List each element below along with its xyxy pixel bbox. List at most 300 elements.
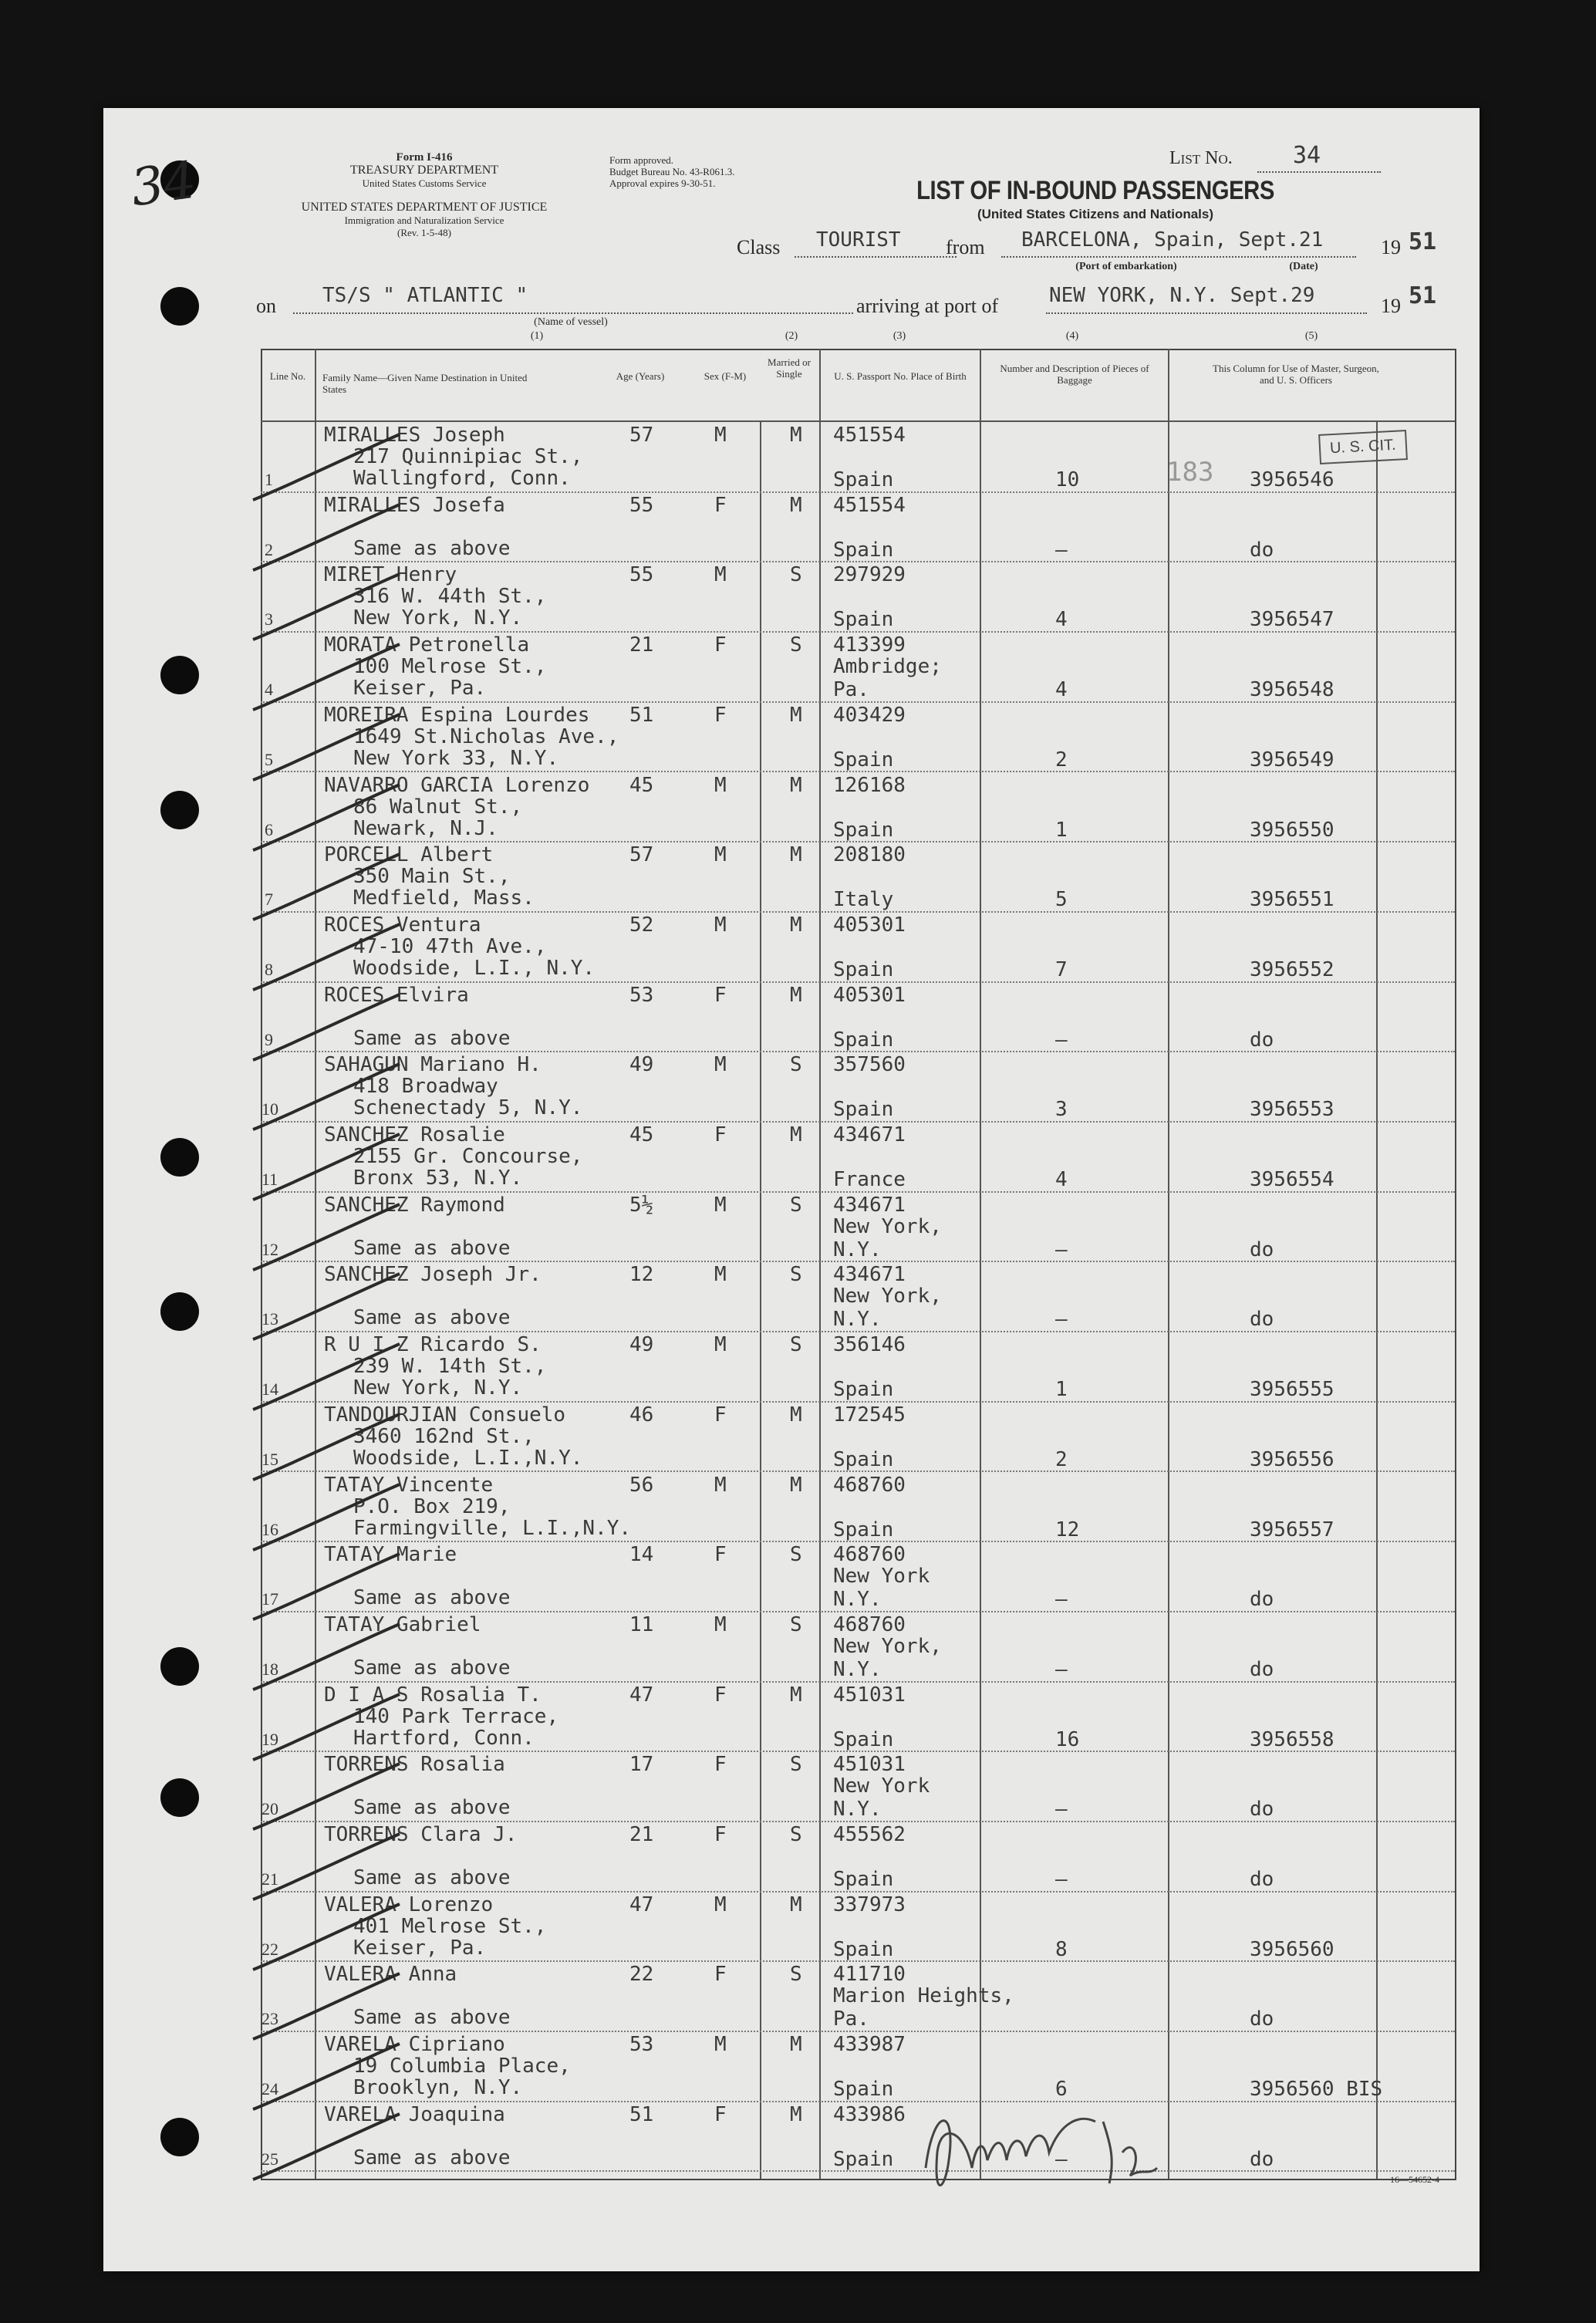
address-line-2: Same as above: [353, 2006, 511, 2030]
baggage-count: 16: [1055, 1727, 1080, 1751]
birthplace: Spain: [833, 2078, 894, 2102]
marital-status: S: [790, 1753, 802, 1777]
binder-hole: [160, 1778, 199, 1817]
birthplace: Spain: [833, 1727, 894, 1751]
birthplace: Italy: [833, 888, 894, 912]
baggage-count: –: [1055, 1798, 1068, 1822]
passport-number: 405301: [833, 983, 906, 1007]
table-row: [261, 1612, 1455, 1683]
col-header-age: Age (Years): [616, 370, 665, 382]
passport-number: 455562: [833, 1823, 906, 1846]
passport-number: 405301: [833, 913, 906, 937]
sex: F: [714, 1543, 727, 1567]
passenger-name: MIRET Henry: [324, 563, 457, 587]
baggage-count: 12: [1055, 1518, 1080, 1541]
line-number: 17: [262, 1589, 278, 1609]
passport-number: 468760: [833, 1473, 906, 1497]
col-header-married: Married or Single: [768, 356, 811, 380]
passenger-name: TATAY Marie: [324, 1543, 457, 1567]
address-line-2: Schenectady 5, N.Y.: [353, 1096, 583, 1120]
baggage-count: –: [1055, 1237, 1068, 1261]
sex: F: [714, 983, 727, 1007]
marital-status: M: [790, 703, 802, 727]
line-number: 23: [262, 2009, 278, 2029]
table-row: [261, 1822, 1455, 1893]
sex: F: [714, 633, 727, 657]
baggage-count: 4: [1055, 678, 1068, 702]
officer-number: 3956554: [1250, 1168, 1334, 1191]
baggage-count: –: [1055, 2147, 1068, 2171]
birthplace: Spain: [833, 957, 894, 981]
marital-status: M: [790, 913, 802, 937]
passenger-name: TATAY Gabriel: [324, 1612, 481, 1636]
column-number-3: (3): [892, 330, 906, 342]
marital-status: S: [790, 1823, 802, 1846]
address-line-2: Same as above: [353, 1026, 511, 1050]
birthplace: Spain: [833, 468, 894, 491]
age: 49: [629, 1053, 654, 1077]
table-row: [261, 1332, 1455, 1403]
sex: M: [714, 1053, 727, 1077]
vessel-caption: (Name of vessel): [534, 316, 608, 328]
marital-status: M: [790, 2102, 802, 2126]
birthplace: Spain: [833, 608, 894, 632]
passenger-name: MIRALLES Josefa: [324, 493, 505, 517]
line-number: 18: [262, 1659, 278, 1679]
table-row: [261, 1052, 1455, 1123]
line-number: 4: [265, 680, 273, 700]
baggage-count: 1: [1055, 818, 1068, 842]
passenger-name: ROCES Elvira: [324, 983, 469, 1007]
marital-status: S: [790, 1543, 802, 1567]
arrival-value: NEW YORK, N.Y. Sept.29: [1049, 284, 1315, 307]
line-number: 22: [262, 1939, 278, 1959]
birthplace: N.Y.: [833, 1798, 882, 1822]
column-number-1: (1): [530, 330, 544, 342]
check-mark: [245, 2110, 415, 2195]
binder-hole: [160, 1292, 199, 1331]
passenger-name: VALERA Anna: [324, 1963, 457, 1987]
arrival-line: [1046, 312, 1367, 314]
officer-number: do: [1250, 1588, 1274, 1612]
officer-number: do: [1250, 2007, 1274, 2031]
birthplace: France: [833, 1168, 906, 1191]
address-line-2: Newark, N.J.: [353, 816, 498, 840]
sex: F: [714, 1403, 727, 1427]
birthplace: Spain: [833, 1028, 894, 1052]
birthplace-line-1: New York: [833, 1565, 930, 1589]
list-no-line: [1257, 171, 1381, 173]
age: 57: [629, 843, 654, 867]
birthplace-line-1: New York,: [833, 1285, 942, 1308]
birthplace: Spain: [833, 1518, 894, 1541]
officer-number: do: [1250, 2147, 1274, 2171]
date-caption: (Date): [1289, 261, 1318, 272]
officer-number: 3956558: [1250, 1727, 1334, 1751]
address-line-1: 217 Quinnipiac St.,: [353, 445, 583, 468]
address-line-2: Same as above: [353, 1656, 511, 1680]
passenger-name: TORRENS Clara J.: [324, 1823, 518, 1846]
address-line-2: New York 33, N.Y.: [353, 746, 559, 770]
passport-number: 403429: [833, 703, 906, 727]
birthplace: Pa.: [833, 2007, 869, 2031]
document-title: LIST OF IN-BOUND PASSENGERS: [916, 176, 1274, 205]
from-year: 51: [1409, 228, 1437, 255]
age: 47: [629, 1683, 654, 1707]
marital-status: M: [790, 2033, 802, 2057]
birthplace: N.Y.: [833, 1237, 882, 1261]
ins-service: Immigration and Naturalization Service: [344, 214, 504, 226]
birthplace: Spain: [833, 2147, 894, 2171]
table-row: [261, 842, 1455, 913]
marital-status: S: [790, 633, 802, 657]
arrival-year-prefix: 19: [1381, 295, 1401, 317]
table-row: [261, 703, 1455, 773]
baggage-count: 2: [1055, 748, 1068, 772]
table-row: [261, 1683, 1455, 1753]
officer-number: 3956549: [1250, 748, 1334, 772]
address-line-1: 100 Melrose St.,: [353, 655, 547, 679]
officer-number: 3956550: [1250, 818, 1334, 842]
address-line-2: Same as above: [353, 2146, 511, 2169]
passenger-name: TORRENS Rosalia: [324, 1753, 505, 1777]
officer-number: 3956556: [1250, 1447, 1334, 1471]
baggage-count: –: [1055, 1028, 1068, 1052]
line-number: 16: [262, 1519, 278, 1539]
vessel-line: [293, 312, 853, 314]
age: 51: [629, 2102, 654, 2126]
marital-status: S: [790, 1333, 802, 1357]
us-citizen-stamp: U. S. CIT.: [1318, 430, 1407, 464]
age: 21: [629, 1823, 654, 1846]
stamp-number: 183: [1166, 457, 1214, 488]
age: 45: [629, 1123, 654, 1146]
sex: M: [714, 843, 727, 867]
passenger-name: VARELA Joaquina: [324, 2102, 505, 2126]
line-number: 21: [262, 1869, 278, 1889]
officer-number: 3956552: [1250, 957, 1334, 981]
age: 55: [629, 563, 654, 587]
official-signature: [910, 2075, 1173, 2214]
sex: M: [714, 1193, 727, 1217]
address-line-2: Same as above: [353, 1306, 511, 1330]
arrival-year: 51: [1409, 282, 1437, 309]
binder-hole: [160, 791, 199, 829]
sex: F: [714, 493, 727, 517]
line-number: 6: [265, 819, 273, 839]
line-number: 25: [262, 2149, 278, 2169]
marital-status: S: [790, 1963, 802, 1987]
birthplace: Pa.: [833, 678, 869, 702]
line-number: 5: [265, 749, 273, 769]
passport-number: 434671: [833, 1263, 906, 1287]
line-number: 1: [265, 470, 273, 489]
table-row: [261, 493, 1455, 563]
baggage-count: 5: [1055, 888, 1068, 912]
sex: M: [714, 563, 727, 587]
row-rule: [261, 2170, 1455, 2172]
form-number: Form I-416: [396, 151, 453, 164]
address-line-1: 1649 St.Nicholas Ave.,: [353, 724, 619, 748]
passenger-name: VALERA Lorenzo: [324, 1893, 494, 1916]
address-line-2: Same as above: [353, 1796, 511, 1820]
passport-number: 451031: [833, 1683, 906, 1707]
address-line-2: Woodside, L.I.,N.Y.: [353, 1446, 583, 1470]
baggage-count: 3: [1055, 1098, 1068, 1122]
marital-status: M: [790, 773, 802, 797]
passport-number: 433986: [833, 2102, 906, 2126]
address-line-1: 86 Walnut St.,: [353, 795, 523, 819]
line-number: 9: [265, 1029, 273, 1049]
birthplace: Spain: [833, 1447, 894, 1471]
sex: F: [714, 2102, 727, 2126]
address-line-2: New York, N.Y.: [353, 606, 523, 630]
passport-number: 172545: [833, 1403, 906, 1427]
birthplace-line-1: New York,: [833, 1214, 942, 1238]
address-line-2: Wallingford, Conn.: [353, 467, 571, 490]
column-number-2: (2): [785, 330, 798, 342]
sex: M: [714, 1612, 727, 1636]
address-line-1: 19 Columbia Place,: [353, 2055, 571, 2078]
passport-number: 413399: [833, 633, 906, 657]
sex: M: [714, 424, 727, 447]
address-line-2: Keiser, Pa.: [353, 1936, 487, 1960]
table-row: [261, 913, 1455, 983]
line-number: 10: [262, 1099, 278, 1119]
marital-status: S: [790, 1193, 802, 1217]
marital-status: M: [790, 493, 802, 517]
baggage-count: 2: [1055, 1447, 1068, 1471]
line-number: 20: [262, 1799, 278, 1819]
passport-number: 451031: [833, 1753, 906, 1777]
birthplace-line-1: Marion Heights,: [833, 1984, 1014, 2008]
table-row: [261, 1542, 1455, 1612]
from-label: from: [946, 236, 985, 258]
passport-number: 433987: [833, 2033, 906, 2057]
passenger-name: SANCHEZ Joseph Jr.: [324, 1263, 542, 1287]
officer-number: do: [1250, 1868, 1274, 1891]
age: 14: [629, 1543, 654, 1567]
officer-number: 3956547: [1250, 608, 1334, 632]
list-no-label: List No.: [1169, 148, 1233, 168]
baggage-count: –: [1055, 1588, 1068, 1612]
line-number: 7: [265, 890, 273, 910]
line-number: 2: [265, 539, 273, 559]
table-row: [261, 633, 1455, 703]
col-header-baggage: Number and Description of Pieces of Baggage: [1000, 363, 1149, 386]
passenger-name: PORCELL Albert: [324, 843, 494, 867]
sex: M: [714, 913, 727, 937]
passport-number: 411710: [833, 1963, 906, 1987]
address-line-2: Same as above: [353, 1586, 511, 1610]
sex: M: [714, 1333, 727, 1357]
address-line-1: 316 W. 44th St.,: [353, 585, 547, 609]
marital-status: M: [790, 983, 802, 1007]
approval-line-1: Form approved.: [609, 154, 674, 166]
age: 5½: [629, 1193, 654, 1217]
birthplace: Spain: [833, 818, 894, 842]
table-row: [261, 1473, 1455, 1543]
class-label: Class: [737, 236, 781, 258]
birthplace: Spain: [833, 1378, 894, 1402]
passenger-name: VARELA Cipriano: [324, 2033, 505, 2057]
officer-number: 3956557: [1250, 1518, 1334, 1541]
sex: F: [714, 703, 727, 727]
address-line-2: Bronx 53, N.Y.: [353, 1167, 523, 1190]
table-header-rule: [261, 420, 1455, 422]
baggage-count: 4: [1055, 608, 1068, 632]
officer-number: 3956553: [1250, 1098, 1334, 1122]
sex: M: [714, 1893, 727, 1916]
address-line-2: Medfield, Mass.: [353, 886, 535, 910]
sex: M: [714, 1473, 727, 1497]
passenger-name: SAHAGUN Mariano H.: [324, 1053, 542, 1077]
table-row: [261, 1893, 1455, 1963]
age: 21: [629, 633, 654, 657]
age: 12: [629, 1263, 654, 1287]
address-line-2: Farmingville, L.I.,N.Y.: [353, 1516, 632, 1540]
marital-status: M: [790, 1403, 802, 1427]
baggage-count: 8: [1055, 1937, 1068, 1961]
birthplace-line-1: Ambridge;: [833, 655, 942, 679]
marital-status: S: [790, 1612, 802, 1636]
age: 11: [629, 1612, 654, 1636]
treasury-department: TREASURY DEPARTMENT: [349, 164, 499, 177]
marital-status: S: [790, 1263, 802, 1287]
passenger-name: NAVARRO GARCIA Lorenzo: [324, 773, 590, 797]
table-row: [261, 423, 1455, 493]
passport-number: 468760: [833, 1543, 906, 1567]
line-number: 14: [262, 1379, 278, 1400]
passenger-name: MORATA Petronella: [324, 633, 530, 657]
age: 53: [629, 983, 654, 1007]
passport-number: 208180: [833, 843, 906, 867]
age: 47: [629, 1893, 654, 1916]
age: 53: [629, 2033, 654, 2057]
baggage-count: 4: [1055, 1168, 1068, 1191]
birthplace-line-1: New York: [833, 1774, 930, 1798]
birthplace: Spain: [833, 1098, 894, 1122]
passport-number: 337973: [833, 1893, 906, 1916]
officer-number: 3956560: [1250, 1937, 1334, 1961]
age: 17: [629, 1753, 654, 1777]
line-number: 3: [265, 609, 273, 630]
sex: M: [714, 2033, 727, 2057]
officer-number: do: [1250, 1798, 1274, 1822]
address-line-1: 239 W. 14th St.,: [353, 1355, 547, 1379]
line-number: 24: [262, 2079, 278, 2099]
passenger-name: MIRALLES Joseph: [324, 424, 505, 447]
line-number: 8: [265, 959, 273, 979]
address-line-2: New York, N.Y.: [353, 1376, 523, 1400]
list-no-value: 34: [1293, 142, 1321, 169]
form-revision: (Rev. 1-5-48): [397, 227, 451, 238]
baggage-count: 1: [1055, 1378, 1068, 1402]
passenger-name: SANCHEZ Raymond: [324, 1193, 505, 1217]
age: 45: [629, 773, 654, 797]
baggage-count: –: [1055, 1657, 1068, 1681]
passport-number: 451554: [833, 493, 906, 517]
binder-hole: [160, 2118, 199, 2156]
officer-number: do: [1250, 1657, 1274, 1681]
birthplace: N.Y.: [833, 1657, 882, 1681]
sex: F: [714, 1123, 727, 1146]
table-row: [261, 1193, 1455, 1263]
customs-service: United States Customs Service: [362, 177, 487, 189]
age: 56: [629, 1473, 654, 1497]
justice-department: UNITED STATES DEPARTMENT OF JUSTICE: [301, 201, 548, 214]
birthplace-line-1: New York,: [833, 1634, 942, 1658]
baggage-count: –: [1055, 538, 1068, 562]
address-line-2: Keiser, Pa.: [353, 677, 487, 701]
officer-number: do: [1250, 1308, 1274, 1332]
officer-number: 3956551: [1250, 888, 1334, 912]
sex: F: [714, 1683, 727, 1707]
table-row: [261, 773, 1455, 843]
officer-number: do: [1250, 1237, 1274, 1261]
marital-status: M: [790, 424, 802, 447]
address-line-2: Same as above: [353, 536, 511, 560]
class-line: [795, 256, 957, 258]
birthplace: Spain: [833, 1937, 894, 1961]
birthplace: N.Y.: [833, 1588, 882, 1612]
marital-status: S: [790, 563, 802, 587]
address-line-2: Hartford, Conn.: [353, 1726, 535, 1750]
sex: F: [714, 1753, 727, 1777]
table-row: [261, 2102, 1455, 2173]
sex: M: [714, 773, 727, 797]
address-line-2: Same as above: [353, 1236, 511, 1260]
address-line-1: P.O. Box 219,: [353, 1494, 511, 1518]
sex: F: [714, 1823, 727, 1846]
officer-number: 3956555: [1250, 1378, 1334, 1402]
margin-note: 34: [127, 150, 200, 218]
baggage-count: –: [1055, 1868, 1068, 1891]
baggage-count: 10: [1055, 468, 1080, 491]
passenger-name: SANCHEZ Rosalie: [324, 1123, 505, 1146]
baggage-count: –: [1055, 1308, 1068, 1332]
column-number-5: (5): [1304, 330, 1318, 342]
on-label: on: [256, 295, 276, 317]
table-row: [261, 1262, 1455, 1332]
col-header-passport: U. S. Passport No. Place of Birth: [834, 370, 967, 382]
birthplace: Spain: [833, 1868, 894, 1891]
approval-line-3: Approval expires 9-30-51.: [609, 177, 716, 189]
address-line-1: 418 Broadway: [353, 1075, 498, 1099]
officer-number: 3956548: [1250, 678, 1334, 702]
table-row: [261, 1403, 1455, 1473]
birthplace: Spain: [833, 538, 894, 562]
passenger-name: D I A S Rosalia T.: [324, 1683, 542, 1707]
passport-number: 126168: [833, 773, 906, 797]
col-header-sex: Sex (F-M): [704, 370, 747, 382]
marital-status: M: [790, 1893, 802, 1916]
address-line-1: 140 Park Terrace,: [353, 1704, 559, 1728]
passenger-name: MOREIRA Espina Lourdes: [324, 703, 590, 727]
line-number: 15: [262, 1449, 278, 1469]
col-header-line: Line No.: [269, 370, 306, 382]
document-subtitle: (United States Citizens and Nationals): [977, 207, 1214, 221]
address-line-1: 401 Melrose St.,: [353, 1914, 547, 1938]
age: 57: [629, 424, 654, 447]
binder-hole: [160, 656, 199, 694]
binder-hole: [160, 287, 199, 326]
vessel-name: TS/S " ATLANTIC ": [322, 284, 528, 307]
table-row: [261, 562, 1455, 633]
approval-line-2: Budget Bureau No. 43-R061.3.: [609, 166, 735, 177]
baggage-count: 7: [1055, 957, 1068, 981]
arriving-label: arriving at port of: [856, 295, 999, 317]
